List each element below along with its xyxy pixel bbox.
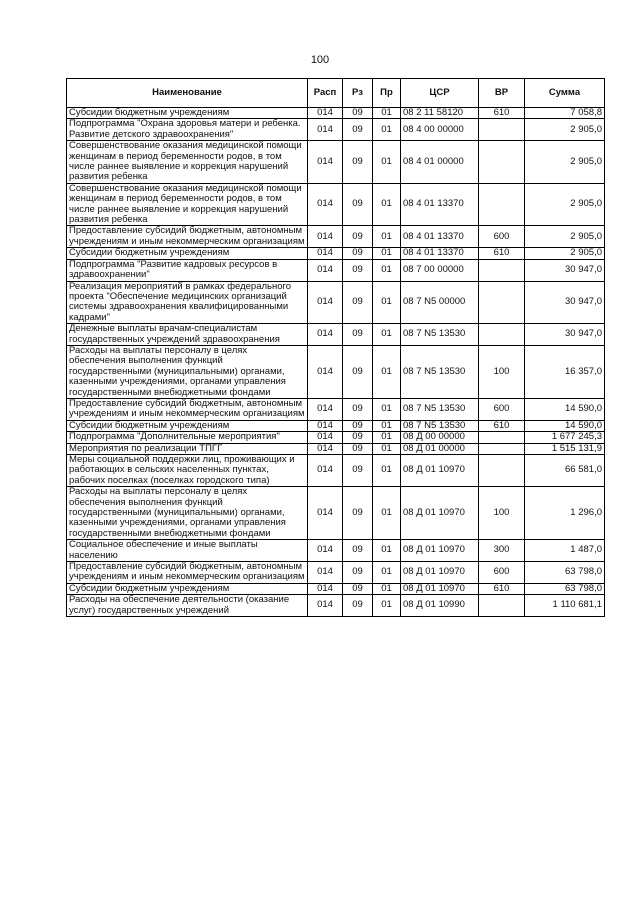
- cell-rasp: 014: [308, 487, 343, 540]
- cell-sum: 63 798,0: [525, 562, 605, 584]
- table-row: [67, 226, 605, 248]
- budget-table: [66, 78, 605, 617]
- cell-rasp: 014: [308, 595, 343, 617]
- cell-sum: 16 357,0: [525, 345, 605, 398]
- cell-csr: 08 7 N5 13530: [401, 324, 479, 346]
- cell-vr: 100: [479, 345, 525, 398]
- cell-rz: 09: [343, 583, 373, 594]
- cell-rasp: 014: [308, 420, 343, 431]
- cell-csr: 08 7 N5 13530: [401, 345, 479, 398]
- cell-name: Реализация мероприятий в рамках федерального проекта "Обеспечение медицинских организаций системы здравоохранения квалифицированными кадрами": [67, 281, 308, 324]
- cell-rasp: 014: [308, 583, 343, 594]
- cell-rasp: 014: [308, 183, 343, 226]
- cell-vr: 600: [479, 398, 525, 420]
- cell-name: Расходы на обеспечение деятельности (оказание услуг) государственных учреждений: [67, 595, 308, 617]
- cell-csr: 08 4 01 13370: [401, 183, 479, 226]
- cell-sum: 30 947,0: [525, 324, 605, 346]
- cell-name: Субсидии бюджетным учреждениям: [67, 420, 308, 431]
- cell-pr: 01: [373, 108, 401, 119]
- table-header-row: [67, 79, 605, 108]
- cell-name: Совершенствование оказания медицинской помощи женщинам в период беременности родов, в том числе раннее выявление и коррекция нарушений развития ребенка: [67, 183, 308, 226]
- cell-vr: [479, 259, 525, 281]
- cell-sum: 7 058,8: [525, 108, 605, 119]
- table-row: [67, 398, 605, 420]
- cell-rz: 09: [343, 455, 373, 487]
- cell-sum: 63 798,0: [525, 583, 605, 594]
- cell-rz: 09: [343, 487, 373, 540]
- cell-rasp: 014: [308, 540, 343, 562]
- cell-sum: 2 905,0: [525, 141, 605, 184]
- cell-csr: 08 7 N5 00000: [401, 281, 479, 324]
- table-row: [67, 443, 605, 454]
- cell-sum: 1 296,0: [525, 487, 605, 540]
- cell-pr: 01: [373, 259, 401, 281]
- header-pr: Пр: [373, 79, 401, 108]
- cell-pr: 01: [373, 432, 401, 443]
- cell-sum: 1 487,0: [525, 540, 605, 562]
- cell-csr: 08 4 00 00000: [401, 119, 479, 141]
- cell-sum: 2 905,0: [525, 183, 605, 226]
- cell-name: Денежные выплаты врачам-специалистам государственных учреждений здравоохранения: [67, 324, 308, 346]
- cell-csr: 08 Д 01 10990: [401, 595, 479, 617]
- cell-pr: 01: [373, 324, 401, 346]
- header-vr: ВР: [479, 79, 525, 108]
- cell-name: Субсидии бюджетным учреждениям: [67, 583, 308, 594]
- cell-pr: 01: [373, 183, 401, 226]
- cell-sum: 2 905,0: [525, 248, 605, 259]
- table-row: [67, 183, 605, 226]
- cell-csr: 08 2 11 58120: [401, 108, 479, 119]
- cell-rasp: 014: [308, 248, 343, 259]
- cell-name: Субсидии бюджетным учреждениям: [67, 248, 308, 259]
- cell-csr: 08 Д 01 10970: [401, 487, 479, 540]
- cell-name: Подпрограмма "Охрана здоровья матери и ребенка. Развитие детского здравоохранения": [67, 119, 308, 141]
- cell-csr: 08 Д 01 10970: [401, 540, 479, 562]
- cell-name: Социальное обеспечение и иные выплаты населению: [67, 540, 308, 562]
- cell-csr: 08 7 00 00000: [401, 259, 479, 281]
- cell-sum: 1 515 131,9: [525, 443, 605, 454]
- cell-sum: 2 905,0: [525, 119, 605, 141]
- cell-pr: 01: [373, 540, 401, 562]
- cell-rz: 09: [343, 398, 373, 420]
- cell-pr: 01: [373, 443, 401, 454]
- cell-rz: 09: [343, 183, 373, 226]
- cell-rz: 09: [343, 119, 373, 141]
- cell-vr: [479, 432, 525, 443]
- cell-rz: 09: [343, 259, 373, 281]
- cell-rz: 09: [343, 248, 373, 259]
- cell-rz: 09: [343, 432, 373, 443]
- table-row: [67, 420, 605, 431]
- cell-csr: 08 7 N5 13530: [401, 398, 479, 420]
- cell-rz: 09: [343, 226, 373, 248]
- table-row: [67, 259, 605, 281]
- cell-csr: 08 4 01 00000: [401, 141, 479, 184]
- table-row: [67, 108, 605, 119]
- header-sum: Сумма: [525, 79, 605, 108]
- cell-name: Меры социальной поддержки лиц, проживающих и работающих в сельских населенных пунктах, рабочих поселках (поселках городского типа): [67, 455, 308, 487]
- cell-vr: [479, 443, 525, 454]
- cell-csr: 08 4 01 13370: [401, 248, 479, 259]
- cell-rasp: 014: [308, 141, 343, 184]
- table-body: [67, 108, 605, 617]
- cell-pr: 01: [373, 226, 401, 248]
- cell-rz: 09: [343, 141, 373, 184]
- table-row: [67, 455, 605, 487]
- cell-vr: 610: [479, 583, 525, 594]
- table-row: [67, 248, 605, 259]
- header-name: Наименование: [67, 79, 308, 108]
- cell-vr: 610: [479, 108, 525, 119]
- cell-rasp: 014: [308, 398, 343, 420]
- cell-csr: 08 4 01 13370: [401, 226, 479, 248]
- cell-name: Расходы на выплаты персоналу в целях обеспечения выполнения функций государственными (муниципальными) органами, казенными учреждениями, органами управления государственными внебюджетными фондами: [67, 345, 308, 398]
- cell-vr: [479, 183, 525, 226]
- table-row: [67, 595, 605, 617]
- cell-pr: 01: [373, 398, 401, 420]
- cell-vr: 300: [479, 540, 525, 562]
- cell-vr: [479, 595, 525, 617]
- cell-name: Субсидии бюджетным учреждениям: [67, 108, 308, 119]
- cell-rz: 09: [343, 345, 373, 398]
- table-row: [67, 562, 605, 584]
- cell-sum: 66 581,0: [525, 455, 605, 487]
- table-row: [67, 487, 605, 540]
- cell-pr: 01: [373, 141, 401, 184]
- cell-pr: 01: [373, 562, 401, 584]
- table-row: [67, 324, 605, 346]
- cell-sum: 30 947,0: [525, 281, 605, 324]
- table-row: [67, 540, 605, 562]
- cell-pr: 01: [373, 595, 401, 617]
- cell-vr: 600: [479, 226, 525, 248]
- cell-pr: 01: [373, 345, 401, 398]
- cell-rz: 09: [343, 562, 373, 584]
- cell-name: Подпрограмма "Дополнительные мероприятия": [67, 432, 308, 443]
- cell-sum: 30 947,0: [525, 259, 605, 281]
- cell-name: Предоставление субсидий бюджетным, автономным учреждениям и иным некоммерческим организациям: [67, 562, 308, 584]
- cell-vr: 100: [479, 487, 525, 540]
- cell-csr: 08 Д 01 10970: [401, 455, 479, 487]
- cell-pr: 01: [373, 420, 401, 431]
- cell-pr: 01: [373, 281, 401, 324]
- table-row: [67, 119, 605, 141]
- table-row: [67, 281, 605, 324]
- cell-rasp: 014: [308, 108, 343, 119]
- table-row: [67, 432, 605, 443]
- cell-rz: 09: [343, 443, 373, 454]
- cell-vr: [479, 141, 525, 184]
- cell-name: Совершенствование оказания медицинской помощи женщинам в период беременности родов, в том числе раннее выявление и коррекция нарушений развития ребенка: [67, 141, 308, 184]
- cell-vr: [479, 281, 525, 324]
- cell-rasp: 014: [308, 226, 343, 248]
- cell-csr: 08 Д 00 00000: [401, 432, 479, 443]
- cell-sum: 14 590,0: [525, 420, 605, 431]
- cell-rasp: 014: [308, 345, 343, 398]
- cell-name: Мероприятия по реализации ТПГГ: [67, 443, 308, 454]
- cell-sum: 14 590,0: [525, 398, 605, 420]
- cell-rz: 09: [343, 108, 373, 119]
- cell-csr: 08 Д 01 00000: [401, 443, 479, 454]
- cell-csr: 08 Д 01 10970: [401, 562, 479, 584]
- cell-csr: 08 7 N5 13530: [401, 420, 479, 431]
- cell-pr: 01: [373, 583, 401, 594]
- cell-vr: [479, 324, 525, 346]
- page-number: 100: [310, 54, 330, 66]
- cell-vr: 610: [479, 420, 525, 431]
- cell-rz: 09: [343, 540, 373, 562]
- table-row: [67, 141, 605, 184]
- cell-rz: 09: [343, 420, 373, 431]
- cell-name: Предоставление субсидий бюджетным, автономным учреждениям и иным некоммерческим организациям: [67, 398, 308, 420]
- cell-rasp: 014: [308, 432, 343, 443]
- cell-rasp: 014: [308, 281, 343, 324]
- cell-rz: 09: [343, 324, 373, 346]
- cell-vr: 600: [479, 562, 525, 584]
- cell-vr: [479, 455, 525, 487]
- cell-rasp: 014: [308, 562, 343, 584]
- cell-name: Подпрограмма "Развитие кадровых ресурсов в здравоохранении": [67, 259, 308, 281]
- table-row: [67, 583, 605, 594]
- cell-rasp: 014: [308, 259, 343, 281]
- cell-pr: 01: [373, 455, 401, 487]
- cell-name: Расходы на выплаты персоналу в целях обеспечения выполнения функций государственными (муниципальными) органами, казенными учреждениями, органами управления государственными внебюджетными фондами: [67, 487, 308, 540]
- header-csr: ЦСР: [401, 79, 479, 108]
- cell-pr: 01: [373, 487, 401, 540]
- table-row: [67, 345, 605, 398]
- cell-rasp: 014: [308, 324, 343, 346]
- cell-rasp: 014: [308, 455, 343, 487]
- header-rz: Рз: [343, 79, 373, 108]
- cell-rz: 09: [343, 281, 373, 324]
- header-rasp: Расп: [308, 79, 343, 108]
- cell-rz: 09: [343, 595, 373, 617]
- cell-vr: [479, 119, 525, 141]
- cell-sum: 1 677 245,3: [525, 432, 605, 443]
- cell-vr: 610: [479, 248, 525, 259]
- cell-rasp: 014: [308, 119, 343, 141]
- cell-rasp: 014: [308, 443, 343, 454]
- cell-sum: 1 110 681,1: [525, 595, 605, 617]
- cell-csr: 08 Д 01 10970: [401, 583, 479, 594]
- cell-name: Предоставление субсидий бюджетным, автономным учреждениям и иным некоммерческим организациям: [67, 226, 308, 248]
- cell-sum: 2 905,0: [525, 226, 605, 248]
- cell-pr: 01: [373, 248, 401, 259]
- cell-pr: 01: [373, 119, 401, 141]
